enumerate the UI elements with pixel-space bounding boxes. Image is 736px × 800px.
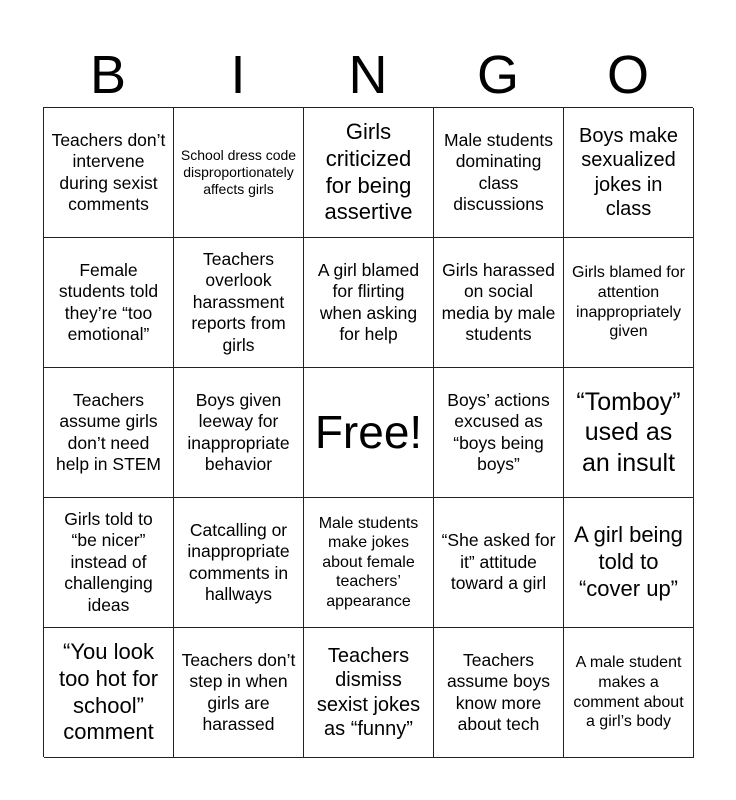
bingo-cell[interactable] bbox=[304, 108, 434, 238]
cell-text: A girl blamed for flirting when asking for help bbox=[317, 259, 420, 344]
bingo-cell[interactable] bbox=[434, 368, 564, 498]
cell-text: “Tomboy” used as an insult bbox=[576, 387, 681, 477]
bingo-cell[interactable] bbox=[44, 368, 174, 498]
bingo-cell[interactable] bbox=[564, 238, 694, 368]
cell-text: Teachers assume boys know more about tech bbox=[446, 649, 551, 734]
cell-text: Girls criticized for being assertive bbox=[324, 118, 413, 225]
bingo-cell[interactable] bbox=[174, 498, 304, 628]
bingo-cell[interactable] bbox=[434, 498, 564, 628]
bingo-cell[interactable] bbox=[434, 238, 564, 368]
free-space-cell[interactable] bbox=[304, 368, 434, 498]
bingo-cell[interactable] bbox=[564, 368, 694, 498]
bingo-cell[interactable] bbox=[44, 108, 174, 238]
bingo-cell[interactable] bbox=[564, 108, 694, 238]
cell-text: Teachers dismiss sexist jokes as “funny” bbox=[316, 644, 421, 740]
cell-text: Teachers assume girls don’t need help in STEM bbox=[55, 389, 162, 474]
header-letter-g: G bbox=[476, 45, 519, 105]
bingo-cell[interactable] bbox=[174, 368, 304, 498]
header-letter-b: B bbox=[89, 45, 127, 105]
bingo-cell[interactable] bbox=[174, 238, 304, 368]
cell-text: Boys’ actions excused as “boys being boys” bbox=[447, 389, 550, 474]
cell-text: Catcalling or inappropriate comments in hallways bbox=[187, 519, 290, 604]
bingo-cell[interactable] bbox=[174, 628, 304, 758]
bingo-cell[interactable] bbox=[44, 498, 174, 628]
cell-text: Teachers overlook harassment reports from girls bbox=[191, 249, 286, 355]
cell-text: Teachers don’t step in when girls are harassed bbox=[181, 649, 296, 734]
cell-text: School dress code disproportionately affects girls bbox=[180, 146, 297, 198]
bingo-cell[interactable] bbox=[434, 628, 564, 758]
bingo-cell[interactable] bbox=[564, 628, 694, 758]
bingo-cell[interactable] bbox=[44, 238, 174, 368]
cell-text: “You look too hot for school” comment bbox=[58, 638, 159, 745]
cell-text: Girls told to “be nicer” instead of challenging ideas bbox=[64, 509, 153, 615]
cell-text: Female students told they’re “too emotional” bbox=[58, 259, 159, 344]
cell-text: Male students make jokes about female teachers’ appearance bbox=[318, 514, 419, 610]
cell-text: “She asked for it” attitude toward a girl bbox=[441, 530, 556, 594]
bingo-cell[interactable] bbox=[304, 498, 434, 628]
cell-text: Girls harassed on social media by male students bbox=[441, 259, 556, 344]
bingo-cell[interactable] bbox=[44, 628, 174, 758]
bingo-cell[interactable] bbox=[304, 238, 434, 368]
bingo-cell[interactable] bbox=[174, 108, 304, 238]
bingo-cell[interactable] bbox=[564, 498, 694, 628]
bingo-header bbox=[43, 42, 693, 108]
cell-text: Girls blamed for attention inappropriately given bbox=[572, 264, 685, 341]
cell-text: A male student makes a comment about a girl’s body bbox=[573, 654, 684, 731]
bingo-cell[interactable] bbox=[304, 628, 434, 758]
cell-text: Boys make sexualized jokes in class bbox=[579, 124, 678, 220]
cell-text: Male students dominating class discussions bbox=[444, 129, 553, 214]
cell-text: A girl being told to “cover up” bbox=[574, 522, 683, 601]
header-letter-o: O bbox=[606, 45, 649, 105]
cell-text: Teachers don’t intervene during sexist comments bbox=[51, 129, 166, 214]
cell-text: Boys given leeway for inappropriate behavior bbox=[187, 389, 290, 474]
bingo-cell[interactable] bbox=[434, 108, 564, 238]
header-letter-n: N bbox=[348, 45, 388, 105]
header-letter-i: I bbox=[230, 45, 246, 105]
free-space-label: Free! bbox=[314, 406, 423, 459]
bingo-grid bbox=[43, 107, 693, 757]
